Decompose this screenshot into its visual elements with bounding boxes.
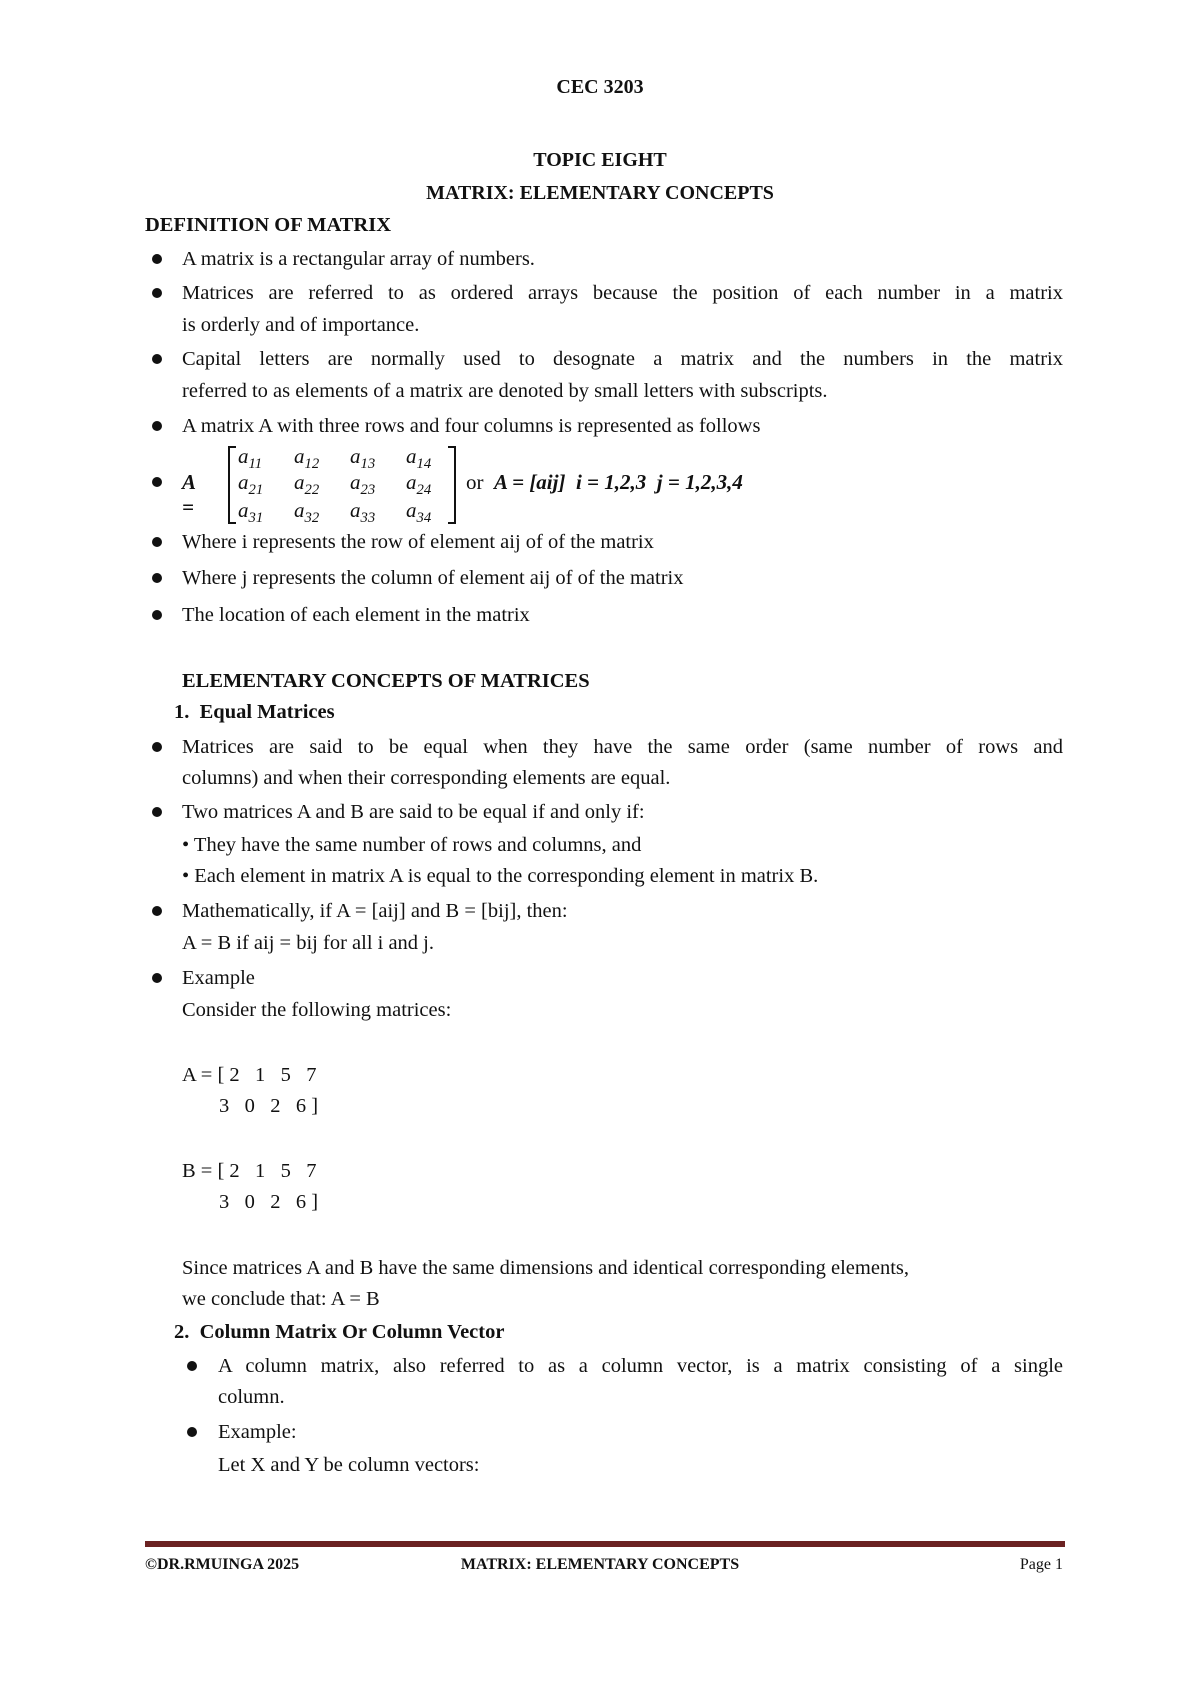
section-heading-definition: DEFINITION OF MATRIX — [145, 214, 392, 236]
bullet-text: Consider the following matrices: — [182, 999, 452, 1021]
matrix-cell: $a_{12}$ — [294, 444, 320, 473]
matrix-cell: $a_{24}$ — [406, 470, 432, 499]
bullet-text: A column matrix, also referred to as a column vector, is a matrix consisting of a single — [218, 1355, 1063, 1377]
section-heading-concepts: ELEMENTARY CONCEPTS OF MATRICES — [182, 670, 590, 692]
right-bracket — [448, 446, 456, 524]
footer-title: MATRIX: ELEMENTARY CONCEPTS — [460, 1556, 740, 1573]
matrix-a-row2: 3 0 2 6 ] — [219, 1095, 319, 1117]
bullet-text: Matrices are referred to as ordered arrays because the position of each number in a matrix — [182, 282, 1063, 304]
bullet-icon — [152, 742, 162, 752]
bullet-icon — [152, 354, 162, 364]
or-text: or — [466, 470, 484, 494]
index-notation: A = [aij] i = 1,2,3 j = 1,2,3,4 — [494, 470, 743, 494]
subheading-column-matrix: 2. Column Matrix Or Column Vector — [174, 1321, 505, 1343]
matrix-b-row1: B = [ 2 1 5 7 — [182, 1160, 317, 1182]
subheading-equal-matrices: 1. Equal Matrices — [174, 701, 335, 723]
bullet-text: Two matrices A and B are said to be equal if and only if: — [182, 801, 645, 823]
bullet-text: A matrix A with three rows and four columns is represented as follows — [182, 415, 761, 437]
bullet-icon — [152, 421, 162, 431]
bullet-text: Let X and Y be column vectors: — [218, 1454, 480, 1476]
footer-copyright: ©DR.RMUINGA 2025 — [145, 1556, 300, 1573]
matrix-cell: $a_{34}$ — [406, 498, 432, 527]
sub-bullet-text: • Each element in matrix A is equal to the corresponding element in matrix B. — [182, 865, 819, 887]
bullet-text: Capital letters are normally used to desognate a matrix and the numbers in the matrix — [182, 348, 1063, 370]
matrix-cell: $a_{32}$ — [294, 498, 320, 527]
bullet-text: A = B if aij = bij for all i and j. — [182, 932, 435, 954]
bullet-icon — [187, 1361, 197, 1371]
course-code: CEC 3203 — [556, 76, 644, 98]
bullet-text: A matrix is a rectangular array of numbers. — [182, 248, 535, 270]
topic-label: TOPIC EIGHT — [533, 149, 667, 171]
bullet-icon — [152, 537, 162, 547]
matrix-b-row2: 3 0 2 6 ] — [219, 1191, 319, 1213]
footer-rule — [145, 1541, 1065, 1547]
bullet-icon — [152, 288, 162, 298]
matrix-a-row1: A = [ 2 1 5 7 — [182, 1064, 317, 1086]
bullet-icon — [187, 1427, 197, 1437]
bullet-icon — [152, 573, 162, 583]
matrix-cell: $a_{33}$ — [350, 498, 376, 527]
bullet-text: Mathematically, if A = [aij] and B = [bij], then: — [182, 900, 568, 922]
bullet-icon — [152, 973, 162, 983]
bullet-text: Example — [182, 967, 255, 989]
bullet-text: Example: — [218, 1421, 297, 1443]
bullet-icon — [152, 254, 162, 264]
bullet-text: The location of each element in the matrix — [182, 604, 530, 626]
bullet-text: Where i represents the row of element aij of of the matrix — [182, 531, 654, 553]
matrix-cell: $a_{11}$ — [238, 444, 263, 473]
bullet-text: columns) and when their corresponding elements are equal. — [182, 767, 671, 789]
matrix-lhs: A = — [182, 470, 195, 519]
bullet-text: column. — [218, 1386, 285, 1408]
document-title: MATRIX: ELEMENTARY CONCEPTS — [426, 182, 774, 204]
bullet-icon — [152, 610, 162, 620]
matrix-cell: $a_{31}$ — [238, 498, 264, 527]
matrix-cell: $a_{13}$ — [350, 444, 376, 473]
matrix-cell: $a_{21}$ — [238, 470, 264, 499]
left-bracket — [228, 446, 236, 524]
page-number: Page 1 — [1019, 1556, 1063, 1573]
matrix-cell: $a_{22}$ — [294, 470, 320, 499]
matrix-cell: $a_{14}$ — [406, 444, 432, 473]
conclusion-text: we conclude that: A = B — [182, 1288, 380, 1310]
matrix-cell: $a_{23}$ — [350, 470, 376, 499]
bullet-text: Where j represents the column of element aij of of the matrix — [182, 567, 684, 589]
bullet-icon — [152, 477, 162, 487]
sub-bullet-text: • They have the same number of rows and columns, and — [182, 834, 642, 856]
conclusion-text: Since matrices A and B have the same dimensions and identical corresponding elements, — [182, 1257, 909, 1279]
bullet-icon — [152, 807, 162, 817]
bullet-icon — [152, 906, 162, 916]
bullet-text: Matrices are said to be equal when they have the same order (same number of rows and — [182, 736, 1063, 758]
bullet-text: referred to as elements of a matrix are denoted by small letters with subscripts. — [182, 380, 828, 402]
bullet-text: is orderly and of importance. — [182, 314, 420, 336]
